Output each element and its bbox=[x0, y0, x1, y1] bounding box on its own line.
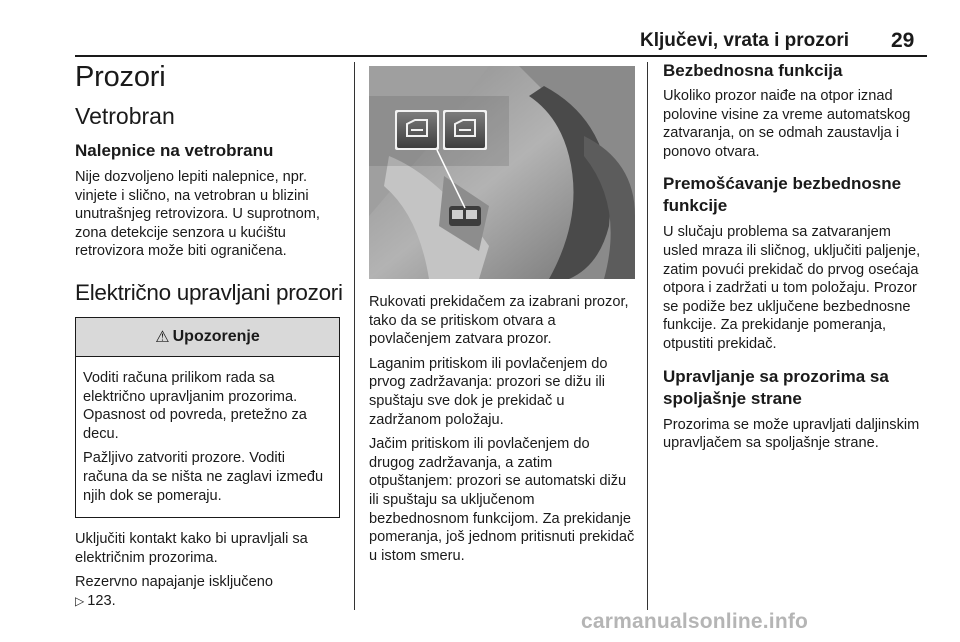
paragraph-second-detent: Jačim pritiskom ili povlačenjem do drugog zadržavanja, a zatim otpuštanjem: prozori se automatski dižu ili spuštaju sa uključenom bezbednosnom funkcijom. Za prekidanje pomeranja, još jednom pritisnuti prekidač u istom smeru. bbox=[369, 436, 635, 564]
paragraph-ignition: Uključiti kontakt kako bi upravljali sa električnim prozorima. bbox=[75, 531, 308, 566]
warning-title: Upozorenje bbox=[172, 327, 260, 345]
page-reference-link[interactable]: 123. bbox=[87, 592, 116, 609]
column-left bbox=[75, 60, 343, 611]
window-switch-photo bbox=[369, 66, 635, 279]
warning-triangle-icon: ⚠ bbox=[155, 328, 170, 346]
section-title: Prozori bbox=[75, 61, 166, 93]
warning-header bbox=[76, 318, 339, 357]
column-divider-left bbox=[354, 62, 355, 610]
warning-paragraph-1: Voditi računa prilikom rada sa električno upravljanim prozorima. Opasnost od povreda, pretežno za decu. bbox=[83, 369, 307, 442]
heading-override-safety: Premošćavanje bezbednosne funkcije bbox=[663, 174, 902, 216]
paragraph-first-detent: Laganim pritiskom ili povlačenjem do prvog zadržavanja: prozori se dižu ili spuštaju sve dok je prekidač u zadržanom položaju. bbox=[369, 355, 608, 428]
heading-windshield-stickers: Nalepnice na vetrobranu bbox=[75, 141, 274, 160]
watermark: carmanualsonline.info bbox=[581, 610, 809, 633]
column-middle bbox=[369, 60, 635, 571]
heading-outside-operation: Upravljanje sa prozorima sa spoljašnje strane bbox=[663, 366, 889, 408]
column-right bbox=[663, 60, 928, 459]
page-reference-arrow-icon: ▷ bbox=[75, 593, 85, 608]
heading-safety-function: Bezbednosna funkcija bbox=[663, 61, 843, 80]
paragraph-override-safety: U slučaju problema sa zatvaranjem usled mraza ili sličnog, uključiti paljenje, zatim povući prekidač do prvog osećaja otpora i zadržati u tom položaju. Prozor se podiže bez uključene bezbednosne funkcije. Za prekidanje pomeranja, otpustiti prekidač. bbox=[663, 224, 921, 352]
paragraph-outside-operation: Prozorima se može upravljati daljinskim upravljačem sa spoljašnje strane. bbox=[663, 416, 920, 452]
paragraph-backup-power-text: Rezervno napajanje isključeno bbox=[75, 574, 273, 591]
paragraph-switch-operation: Rukovati prekidačem za izabrani prozor, tako da se pritiskom otvara a povlačenjem zatvara prozor. bbox=[369, 294, 629, 348]
subsection-title-power-windows: Električno upravljani prozori bbox=[75, 279, 343, 305]
page-number: 29 bbox=[891, 29, 915, 52]
warning-box bbox=[75, 317, 340, 518]
warning-body bbox=[76, 357, 339, 517]
subsection-title-windshield: Vetrobran bbox=[75, 103, 175, 129]
page-header-title: Ključevi, vrata i prozori bbox=[640, 30, 850, 51]
paragraph-backup-power bbox=[75, 573, 340, 610]
header-rule bbox=[75, 55, 927, 57]
paragraph-safety-function: Ukoliko prozor naiđe na otpor iznad polovine visine za vreme automatskog zatvaranja, on se odmah zaustavlja i ponovo otvara. bbox=[663, 88, 911, 160]
column-divider-right bbox=[647, 62, 648, 610]
warning-paragraph-2: Pažljivo zatvoriti prozore. Voditi računa da se ništa ne zaglavi između njih dok se pomeraju. bbox=[83, 450, 324, 504]
paragraph-stickers: Nije dozvoljeno lepiti nalepnice, npr. vinjete i slično, na vetrobran u blizini unutrašnjeg retrovizora. U suprotnom, zona detekcije senzora u kućištu retrovizora može biti ograničena. bbox=[75, 169, 320, 260]
